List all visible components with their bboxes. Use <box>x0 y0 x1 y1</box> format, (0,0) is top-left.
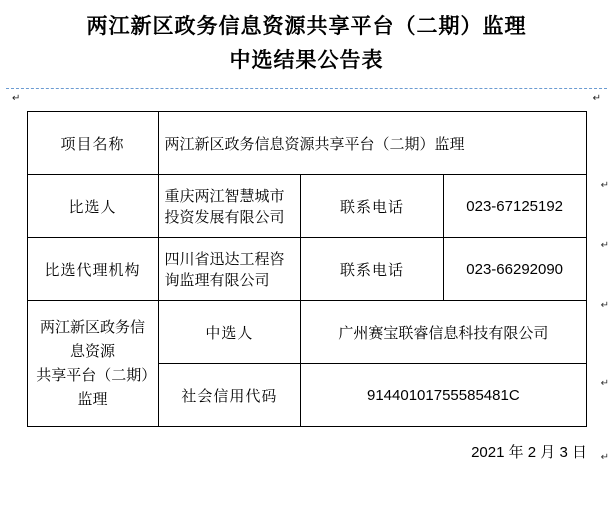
table-row-agency <box>27 238 586 301</box>
paragraph-marker-left: ↵ <box>12 93 21 104</box>
document-date: 2021 年 2 月 3 日 <box>471 444 587 461</box>
table-row-bidder <box>27 175 586 238</box>
paragraph-marker-row <box>0 89 613 111</box>
table-row-winner <box>27 301 586 364</box>
cell-label-winner: 中选人 <box>158 301 301 364</box>
marker-row-5: ↵ <box>600 452 609 463</box>
table-row-project-name <box>27 112 586 175</box>
marker-row-2: ↵ <box>600 240 609 251</box>
title-line-2: 中选结果公告表 <box>229 49 384 72</box>
cell-value-agency: 四川省迅达工程咨询监理有限公司 <box>158 238 301 301</box>
cell-label-bidder: 比选人 <box>27 175 158 238</box>
cell-label-project-name: 项目名称 <box>27 112 158 175</box>
cell-label-agency: 比选代理机构 <box>27 238 158 301</box>
marker-row-3: ↵ <box>600 300 609 311</box>
cell-label-credit-code: 社会信用代码 <box>158 364 301 427</box>
cell-value-project-name: 两江新区政务信息资源共享平台（二期）监理 <box>158 112 586 175</box>
cell-value-credit-code: 91440101755585481C <box>301 364 586 427</box>
marker-row-4: ↵ <box>600 378 609 389</box>
paragraph-marker-right: ↵ <box>592 93 601 104</box>
marker-row-1: ↵ <box>600 180 609 191</box>
cell-label-bidder-phone: 联系电话 <box>301 175 444 238</box>
merged-label-line-1: 两江新区政务信息资源 <box>39 318 145 360</box>
merged-label-line-2: 共享平台（二期）监理 <box>36 366 149 408</box>
announcement-table <box>27 111 587 427</box>
cell-value-winner: 广州赛宝联睿信息科技有限公司 <box>301 301 586 364</box>
title-line-1: 两江新区政务信息资源共享平台（二期）监理 <box>86 15 527 38</box>
cell-label-agency-phone: 联系电话 <box>301 238 444 301</box>
document-title <box>0 0 613 78</box>
cell-value-bidder: 重庆两江智慧城市投资发展有限公司 <box>158 175 301 238</box>
cell-value-agency-phone: 023-66292090 <box>443 238 586 301</box>
cell-value-bidder-phone: 023-67125192 <box>443 175 586 238</box>
cell-label-project-merged <box>27 301 158 427</box>
